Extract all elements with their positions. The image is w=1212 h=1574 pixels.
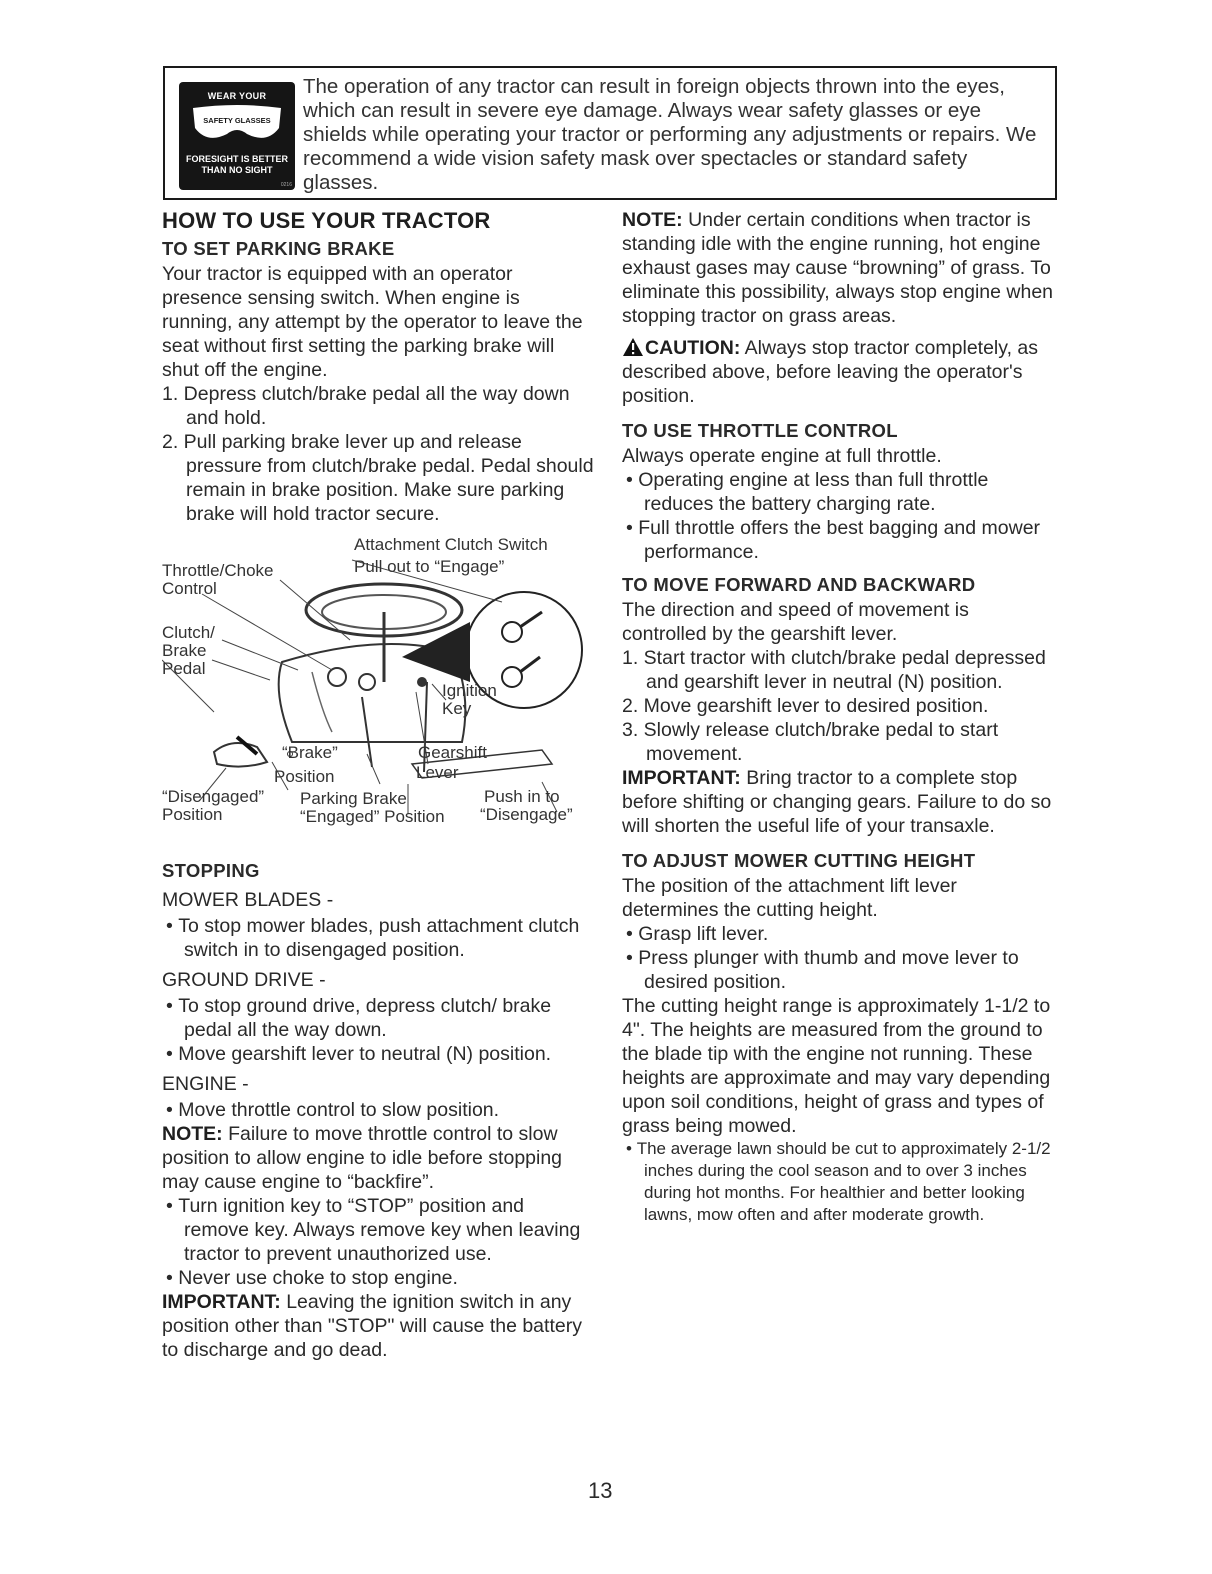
label-control: Control xyxy=(162,579,217,598)
label-gearshift: Gearshift xyxy=(418,743,487,762)
engine-bullet-3-text: Never use choke to stop engine. xyxy=(178,1267,458,1289)
mower-bullet-1: • To stop mower blades, push attachment clutch switch in to disengaged position. xyxy=(166,915,580,961)
safety-glasses-icon xyxy=(187,104,287,148)
move-important xyxy=(622,766,1054,838)
page-number: 13 xyxy=(588,1478,613,1503)
cutting-height-range: The cutting height range is approximately 1-1/2 to 4". The heights are measured from the ground to the blade tip with the engine not running. These heights are approximate and may vary depending upon soil conditions, height of grass and types of grass being mowed. xyxy=(622,995,1051,1137)
engine-label: ENGINE - xyxy=(162,1073,249,1095)
label-pedal: Pedal xyxy=(162,659,206,678)
engine-note-key: NOTE: xyxy=(162,1123,223,1145)
badge-top-text: WEAR YOUR xyxy=(207,91,267,101)
label-brake-position: Position xyxy=(274,767,335,786)
throttle-bullet-2: • Full throttle offers the best bagging and mower performance. xyxy=(626,517,1041,563)
label-key: Key xyxy=(442,699,472,718)
engine-bullet-2: • Turn ignition key to “STOP” position and remove key. Always remove key when leaving tractor to prevent unauthorized use. xyxy=(166,1195,581,1265)
parking-brake-intro: Your tractor is equipped with an operator presence sensing switch. When engine is running, any attempt by the operator to leave the seat without first setting the parking brake will shut off the engine. xyxy=(162,263,583,381)
move-important-key: IMPORTANT: xyxy=(622,767,741,789)
label-disengage: “Disengage” xyxy=(480,805,573,824)
move-step-3: 3. Slowly release clutch/brake pedal to start movement. xyxy=(622,719,999,765)
engine-bullet-1: • Move throttle control to slow position. xyxy=(166,1099,500,1121)
caution-note xyxy=(622,336,1054,408)
label-pull-out: Pull out to “Engage” xyxy=(354,557,505,576)
badge-code: 0216 xyxy=(280,182,292,188)
label-brake-quoted: “Brake” xyxy=(282,743,338,762)
mower-blades-label: MOWER BLADES - xyxy=(162,889,334,911)
engine-note-text: Failure to move throttle control to slow position to allow engine to idle before stopping may cause engine to “backfire”. xyxy=(162,1123,563,1193)
mower-bullet-1-text: To stop mower blades, push attachment clutch switch in to disengaged position. xyxy=(178,915,580,961)
move-intro: The direction and speed of movement is controlled by the gearshift lever. xyxy=(622,599,969,645)
parking-brake-heading: TO SET PARKING BRAKE xyxy=(162,238,395,259)
throttle-bullet-1: • Operating engine at less than full throttle reduces the battery charging rate. xyxy=(626,469,989,515)
browning-note-text: Under certain conditions when tractor is standing idle with the engine running, hot engine exhaust gases may cause “browning” of grass. To eliminate this possibility, always stop engine when stopping tractor on grass areas. xyxy=(622,209,1054,327)
engine-note xyxy=(162,1122,594,1194)
engine-bullet-1-text: Move throttle control to slow position. xyxy=(178,1099,500,1121)
label-ignition: Ignition xyxy=(442,681,497,700)
ground-drive-label: GROUND DRIVE - xyxy=(162,969,326,991)
cutting-height-intro: The position of the attachment lift lever determines the cutting height. xyxy=(622,875,957,921)
safety-glasses-badge xyxy=(179,82,295,190)
height-bullet-1-text: Grasp lift lever. xyxy=(638,923,769,945)
tractor-controls-diagram xyxy=(162,532,594,854)
lawn-tip xyxy=(622,1138,1054,1226)
ignition-important xyxy=(162,1290,594,1362)
banner-warning-text: The operation of any tractor can result in foreign objects thrown into the eyes, which can result in severe eye damage. Always wear safety glasses or eye shields while operating your tractor or performing any adjustments or repairs. We recommend a wide vision safety mask over spectacles or standard safety glasses. xyxy=(303,75,1037,194)
section-title: HOW TO USE YOUR TRACTOR xyxy=(162,208,491,233)
lawn-tip-bullet: • The average lawn should be cut to approximately 2-1/2 inches during the cool season and to over 3 inches during hot months. For healthier and better looking lawns, mow often and after moderate growth. xyxy=(626,1139,1051,1224)
browning-note-key: NOTE: xyxy=(622,209,683,231)
label-brake: Brake xyxy=(162,641,207,660)
ground-bullet-1: • To stop ground drive, depress clutch/ brake pedal all the way down. xyxy=(166,995,552,1041)
parking-step-1: 1. Depress clutch/brake pedal all the way down and hold. xyxy=(162,383,570,429)
engine-bullet-2-text: Turn ignition key to “STOP” position and remove key. Always remove key when leaving tractor to prevent unauthorized use. xyxy=(178,1195,581,1265)
throttle-intro: Always operate engine at full throttle. xyxy=(622,445,942,467)
height-bullet-1: • Grasp lift lever. xyxy=(626,923,769,945)
left-column xyxy=(162,208,594,1362)
label-lever: Lever xyxy=(416,763,459,782)
caution-key: CAUTION: xyxy=(645,337,741,359)
safety-warning-banner xyxy=(163,66,1057,200)
badge-mid-text: SAFETY GLASSES xyxy=(203,116,271,125)
height-bullet-2: • Press plunger with thumb and move lever to desired position. xyxy=(626,947,1019,993)
parking-step-2: 2. Pull parking brake lever up and release pressure from clutch/brake pedal. Pedal should remain in brake position. Make sure parking brake will hold tractor secure. xyxy=(162,431,594,525)
ignition-important-text: Leaving the ignition switch in any position other than "STOP" will cause the battery to discharge and go dead. xyxy=(162,1291,582,1361)
stopping-heading: STOPPING xyxy=(162,860,260,881)
throttle-heading: TO USE THROTTLE CONTROL xyxy=(622,420,898,441)
label-engaged-position: “Engaged” Position xyxy=(300,807,445,826)
move-heading: TO MOVE FORWARD AND BACKWARD xyxy=(622,574,976,595)
move-step-2: 2. Move gearshift lever to desired position. xyxy=(622,695,989,717)
right-column xyxy=(622,208,1054,1226)
height-bullet-2-text: Press plunger with thumb and move lever to desired position. xyxy=(638,947,1019,993)
label-disengaged: “Disengaged” xyxy=(162,787,265,806)
ground-bullet-1-text: To stop ground drive, depress clutch/ brake pedal all the way down. xyxy=(178,995,552,1041)
browning-note xyxy=(622,208,1054,328)
label-throttle: Throttle/Choke xyxy=(162,561,274,580)
label-parking-brake: Parking Brake xyxy=(300,789,407,808)
ground-bullet-2-text: Move gearshift lever to neutral (N) position. xyxy=(178,1043,552,1065)
ground-bullet-2: • Move gearshift lever to neutral (N) position. xyxy=(166,1043,552,1065)
move-step-1: 1. Start tractor with clutch/brake pedal depressed and gearshift lever in neutral (N) position. xyxy=(622,647,1046,693)
warning-triangle-icon xyxy=(622,337,644,357)
label-attachment-switch: Attachment Clutch Switch xyxy=(354,535,548,554)
throttle-bullet-1-text: Operating engine at less than full throttle reduces the battery charging rate. xyxy=(638,469,989,515)
cutting-height-heading: TO ADJUST MOWER CUTTING HEIGHT xyxy=(622,850,976,871)
label-disengaged-position: Position xyxy=(162,805,223,824)
throttle-bullet-2-text: Full throttle offers the best bagging and mower performance. xyxy=(638,517,1041,563)
label-push-in: Push in to xyxy=(484,787,560,806)
engine-bullet-3: • Never use choke to stop engine. xyxy=(166,1267,458,1289)
badge-bottom-text: FORESIGHT IS BETTER THAN NO SIGHT xyxy=(185,154,288,175)
label-clutch: Clutch/ xyxy=(162,623,215,642)
move-important-text: Bring tractor to a complete stop before shifting or changing gears. Failure to do so will shorten the useful life of your transaxle. xyxy=(622,767,1052,837)
caution-text: Always stop tractor completely, as described above, before leaving the operator's position. xyxy=(622,337,1038,407)
lawn-tip-text: The average lawn should be cut to approximately 2-1/2 inches during the cool season and to over 3 inches during hot months. For healthier and better looking lawns, mow often and after moderate growth. xyxy=(636,1139,1051,1224)
ignition-important-key: IMPORTANT: xyxy=(162,1291,281,1313)
